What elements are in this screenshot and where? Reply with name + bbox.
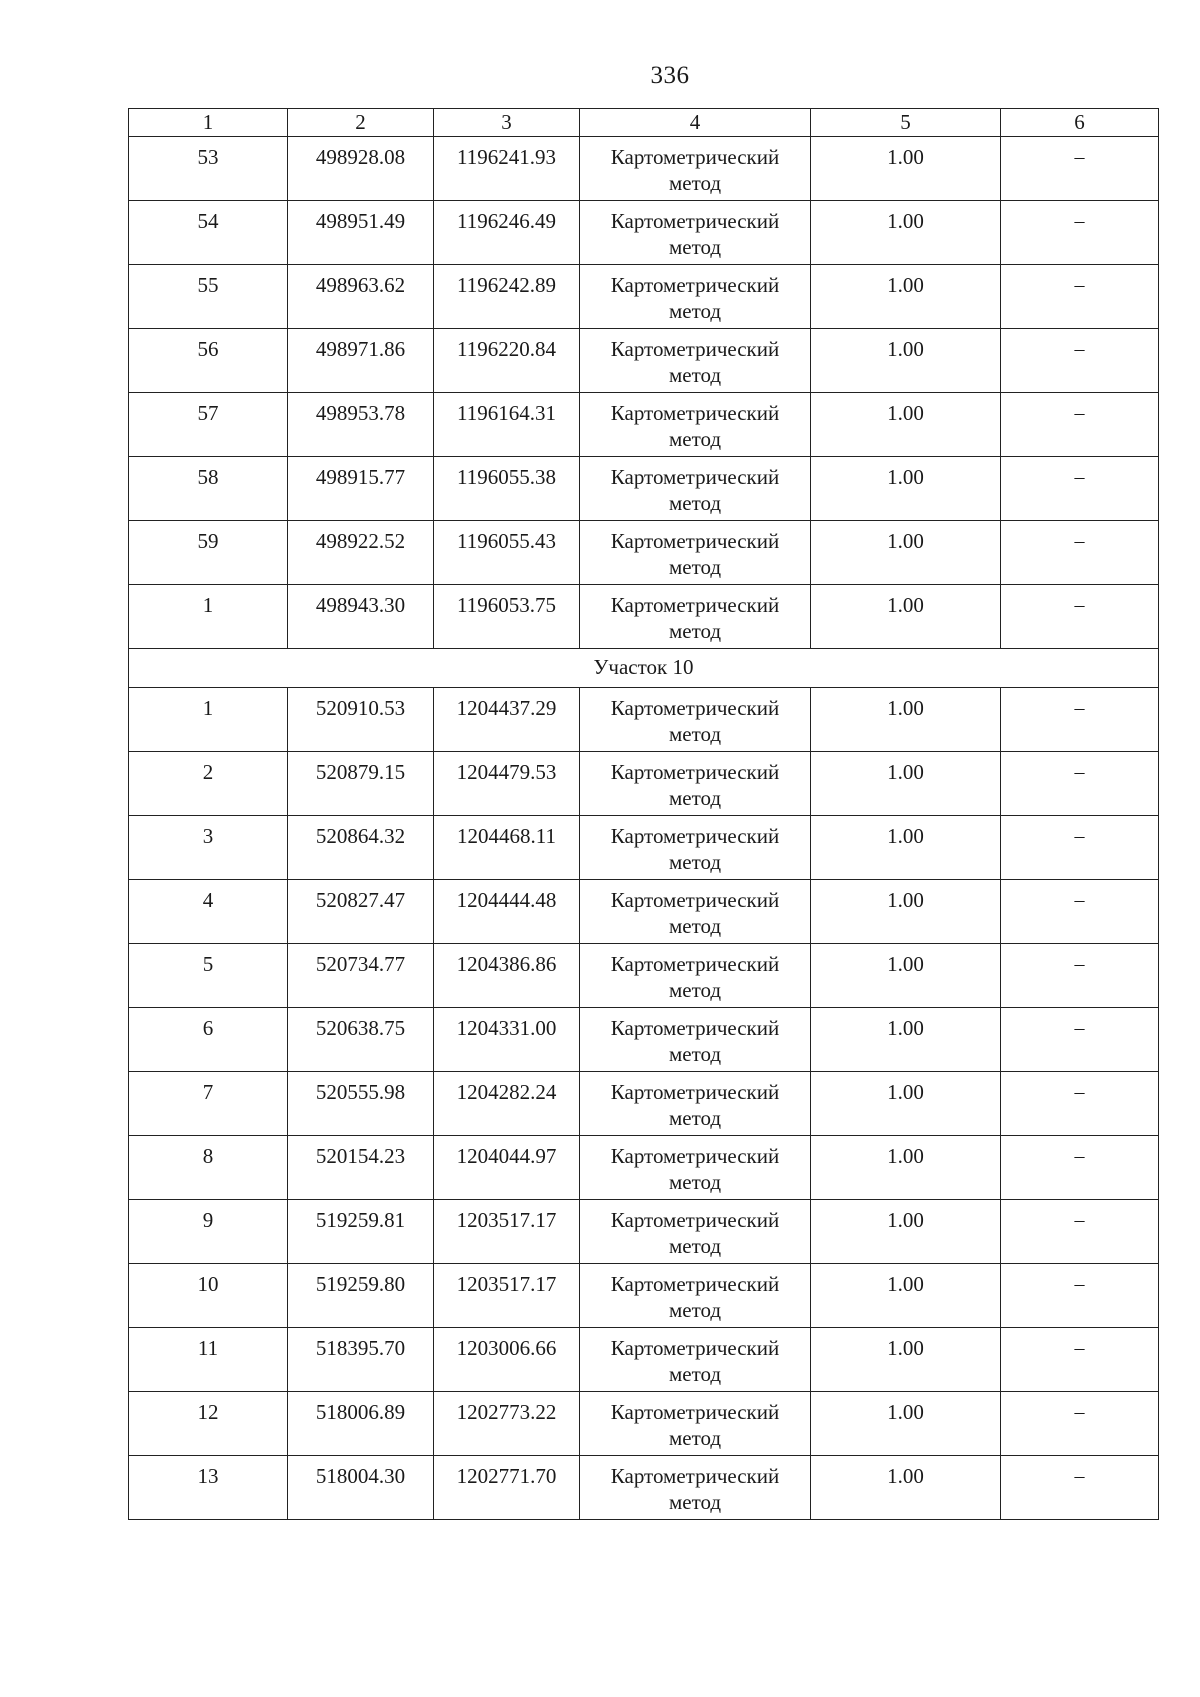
table-row	[129, 1008, 1159, 1072]
coordinate-y-cell: 1204444.48	[434, 880, 580, 944]
point-number-cell: 10	[129, 1264, 288, 1328]
method-cell	[580, 1136, 811, 1200]
method-line-2: метод	[668, 1298, 722, 1322]
coordinate-y-cell: 1204437.29	[434, 688, 580, 752]
method-line-1: Картометрический	[610, 1016, 780, 1040]
point-number-cell: 3	[129, 816, 288, 880]
method-line-1: Картометрический	[610, 209, 780, 233]
accuracy-cell: 1.00	[811, 137, 1001, 201]
method-cell	[580, 393, 811, 457]
coordinate-x-cell: 520910.53	[288, 688, 434, 752]
table-row	[129, 201, 1159, 265]
coordinate-x-cell: 498951.49	[288, 201, 434, 265]
point-number-cell: 9	[129, 1200, 288, 1264]
column-header-2: 2	[288, 109, 434, 137]
method-cell	[580, 688, 811, 752]
method-line-2: метод	[668, 1426, 722, 1450]
coordinate-x-cell: 520734.77	[288, 944, 434, 1008]
method-line-1: Картометрический	[610, 465, 780, 489]
method-cell	[580, 521, 811, 585]
coordinate-y-cell: 1204331.00	[434, 1008, 580, 1072]
method-line-1: Картометрический	[610, 401, 780, 425]
accuracy-cell: 1.00	[811, 457, 1001, 521]
coordinate-y-cell: 1204479.53	[434, 752, 580, 816]
point-number-cell: 1	[129, 688, 288, 752]
note-cell: –	[1001, 201, 1159, 265]
coordinate-y-cell: 1196241.93	[434, 137, 580, 201]
method-line-1: Картометрический	[610, 1144, 780, 1168]
method-cell	[580, 137, 811, 201]
page-number: 336	[650, 62, 690, 89]
point-number-cell: 55	[129, 265, 288, 329]
point-number-cell: 1	[129, 585, 288, 649]
accuracy-cell: 1.00	[811, 1264, 1001, 1328]
point-number-cell: 59	[129, 521, 288, 585]
note-cell: –	[1001, 752, 1159, 816]
coordinate-y-cell: 1196053.75	[434, 585, 580, 649]
method-cell	[580, 1200, 811, 1264]
point-number-cell: 5	[129, 944, 288, 1008]
note-cell: –	[1001, 1264, 1159, 1328]
coordinate-x-cell: 518395.70	[288, 1328, 434, 1392]
coordinate-x-cell: 498963.62	[288, 265, 434, 329]
note-cell: –	[1001, 393, 1159, 457]
method-cell	[580, 1264, 811, 1328]
method-line-2: метод	[668, 978, 722, 1002]
coordinate-y-cell: 1204468.11	[434, 816, 580, 880]
point-number-cell: 58	[129, 457, 288, 521]
note-cell: –	[1001, 137, 1159, 201]
method-cell	[580, 880, 811, 944]
method-line-2: метод	[668, 1042, 722, 1066]
table-row	[129, 1456, 1159, 1520]
table-header	[129, 109, 1159, 137]
table-row	[129, 137, 1159, 201]
coordinate-x-cell: 498943.30	[288, 585, 434, 649]
coordinate-y-cell: 1202773.22	[434, 1392, 580, 1456]
method-line-1: Картометрический	[610, 1272, 780, 1296]
coordinates-table-container	[128, 108, 1158, 1520]
method-line-1: Картометрический	[610, 1208, 780, 1232]
accuracy-cell: 1.00	[811, 880, 1001, 944]
table-row	[129, 265, 1159, 329]
table-row	[129, 585, 1159, 649]
coordinate-x-cell: 520864.32	[288, 816, 434, 880]
table-row	[129, 944, 1159, 1008]
section-row	[129, 649, 1159, 688]
table-row	[129, 1392, 1159, 1456]
coordinate-y-cell: 1196220.84	[434, 329, 580, 393]
method-line-1: Картометрический	[610, 696, 780, 720]
point-number-cell: 12	[129, 1392, 288, 1456]
note-cell: –	[1001, 1200, 1159, 1264]
accuracy-cell: 1.00	[811, 1456, 1001, 1520]
point-number-cell: 54	[129, 201, 288, 265]
column-header-3: 3	[434, 109, 580, 137]
accuracy-cell: 1.00	[811, 265, 1001, 329]
accuracy-cell: 1.00	[811, 1328, 1001, 1392]
note-cell: –	[1001, 585, 1159, 649]
method-line-2: метод	[668, 171, 722, 195]
coordinate-x-cell: 518006.89	[288, 1392, 434, 1456]
method-line-2: метод	[668, 786, 722, 810]
coordinate-y-cell: 1196164.31	[434, 393, 580, 457]
method-line-2: метод	[668, 1490, 722, 1514]
accuracy-cell: 1.00	[811, 944, 1001, 1008]
coordinate-x-cell: 519259.81	[288, 1200, 434, 1264]
method-cell	[580, 752, 811, 816]
header-row	[129, 109, 1159, 137]
section-title: Участок 10	[129, 649, 1159, 688]
coordinate-x-cell: 498971.86	[288, 329, 434, 393]
method-cell	[580, 201, 811, 265]
coordinate-y-cell: 1203006.66	[434, 1328, 580, 1392]
table-row	[129, 816, 1159, 880]
table-row	[129, 1328, 1159, 1392]
coordinate-x-cell: 520555.98	[288, 1072, 434, 1136]
point-number-cell: 13	[129, 1456, 288, 1520]
method-cell	[580, 1456, 811, 1520]
table-row	[129, 521, 1159, 585]
coordinate-y-cell: 1203517.17	[434, 1264, 580, 1328]
method-line-2: метод	[668, 299, 722, 323]
method-line-2: метод	[668, 1106, 722, 1130]
method-line-1: Картометрический	[610, 1080, 780, 1104]
method-line-1: Картометрический	[610, 1464, 780, 1488]
coordinate-y-cell: 1202771.70	[434, 1456, 580, 1520]
method-line-1: Картометрический	[610, 760, 780, 784]
column-header-6: 6	[1001, 109, 1159, 137]
method-cell	[580, 585, 811, 649]
method-line-2: метод	[668, 235, 722, 259]
method-line-2: метод	[668, 555, 722, 579]
method-line-2: метод	[668, 1234, 722, 1258]
accuracy-cell: 1.00	[811, 752, 1001, 816]
column-header-5: 5	[811, 109, 1001, 137]
note-cell: –	[1001, 457, 1159, 521]
method-cell	[580, 1008, 811, 1072]
column-header-4: 4	[580, 109, 811, 137]
coordinate-y-cell: 1196242.89	[434, 265, 580, 329]
method-line-1: Картометрический	[610, 824, 780, 848]
point-number-cell: 2	[129, 752, 288, 816]
method-line-2: метод	[668, 427, 722, 451]
coordinate-y-cell: 1196246.49	[434, 201, 580, 265]
table-row	[129, 688, 1159, 752]
table-body	[129, 137, 1159, 1520]
note-cell: –	[1001, 1456, 1159, 1520]
accuracy-cell: 1.00	[811, 329, 1001, 393]
coordinate-x-cell: 520879.15	[288, 752, 434, 816]
accuracy-cell: 1.00	[811, 201, 1001, 265]
coordinate-x-cell: 498928.08	[288, 137, 434, 201]
accuracy-cell: 1.00	[811, 1072, 1001, 1136]
method-cell	[580, 1392, 811, 1456]
table-row	[129, 329, 1159, 393]
method-line-2: метод	[668, 363, 722, 387]
note-cell: –	[1001, 1072, 1159, 1136]
accuracy-cell: 1.00	[811, 1392, 1001, 1456]
note-cell: –	[1001, 265, 1159, 329]
coordinate-y-cell: 1204386.86	[434, 944, 580, 1008]
accuracy-cell: 1.00	[811, 816, 1001, 880]
coordinate-x-cell: 520154.23	[288, 1136, 434, 1200]
note-cell: –	[1001, 816, 1159, 880]
method-line-1: Картометрический	[610, 888, 780, 912]
method-cell	[580, 1072, 811, 1136]
method-line-2: метод	[668, 850, 722, 874]
method-line-1: Картометрический	[610, 273, 780, 297]
method-cell	[580, 944, 811, 1008]
method-cell	[580, 265, 811, 329]
accuracy-cell: 1.00	[811, 521, 1001, 585]
method-line-1: Картометрический	[610, 952, 780, 976]
coordinate-x-cell: 498915.77	[288, 457, 434, 521]
point-number-cell: 8	[129, 1136, 288, 1200]
note-cell: –	[1001, 944, 1159, 1008]
method-line-1: Картометрический	[610, 1336, 780, 1360]
method-cell	[580, 457, 811, 521]
note-cell: –	[1001, 1328, 1159, 1392]
method-line-2: метод	[668, 1362, 722, 1386]
coordinate-x-cell: 520638.75	[288, 1008, 434, 1072]
method-line-1: Картометрический	[610, 529, 780, 553]
coordinates-table	[128, 108, 1159, 1520]
accuracy-cell: 1.00	[811, 1200, 1001, 1264]
accuracy-cell: 1.00	[811, 585, 1001, 649]
method-cell	[580, 1328, 811, 1392]
note-cell: –	[1001, 1392, 1159, 1456]
method-line-2: метод	[668, 914, 722, 938]
column-header-1: 1	[129, 109, 288, 137]
point-number-cell: 11	[129, 1328, 288, 1392]
coordinate-y-cell: 1204044.97	[434, 1136, 580, 1200]
method-line-2: метод	[668, 1170, 722, 1194]
table-row	[129, 1200, 1159, 1264]
note-cell: –	[1001, 1136, 1159, 1200]
method-line-2: метод	[668, 491, 722, 515]
note-cell: –	[1001, 521, 1159, 585]
point-number-cell: 6	[129, 1008, 288, 1072]
method-cell	[580, 816, 811, 880]
coordinate-y-cell: 1203517.17	[434, 1200, 580, 1264]
point-number-cell: 56	[129, 329, 288, 393]
method-line-2: метод	[668, 619, 722, 643]
method-line-2: метод	[668, 722, 722, 746]
accuracy-cell: 1.00	[811, 1008, 1001, 1072]
coordinate-x-cell: 498953.78	[288, 393, 434, 457]
point-number-cell: 53	[129, 137, 288, 201]
accuracy-cell: 1.00	[811, 393, 1001, 457]
table-row	[129, 752, 1159, 816]
accuracy-cell: 1.00	[811, 688, 1001, 752]
coordinate-x-cell: 519259.80	[288, 1264, 434, 1328]
table-row	[129, 1136, 1159, 1200]
table-row	[129, 1264, 1159, 1328]
table-row	[129, 457, 1159, 521]
method-line-1: Картометрический	[610, 593, 780, 617]
table-row	[129, 1072, 1159, 1136]
method-line-1: Картометрический	[610, 337, 780, 361]
table-row	[129, 393, 1159, 457]
method-cell	[580, 329, 811, 393]
coordinate-y-cell: 1196055.43	[434, 521, 580, 585]
point-number-cell: 7	[129, 1072, 288, 1136]
note-cell: –	[1001, 688, 1159, 752]
coordinate-x-cell: 520827.47	[288, 880, 434, 944]
coordinate-x-cell: 498922.52	[288, 521, 434, 585]
note-cell: –	[1001, 880, 1159, 944]
coordinate-y-cell: 1204282.24	[434, 1072, 580, 1136]
note-cell: –	[1001, 1008, 1159, 1072]
table-row	[129, 880, 1159, 944]
coordinate-y-cell: 1196055.38	[434, 457, 580, 521]
coordinate-x-cell: 518004.30	[288, 1456, 434, 1520]
point-number-cell: 4	[129, 880, 288, 944]
accuracy-cell: 1.00	[811, 1136, 1001, 1200]
method-line-1: Картометрический	[610, 145, 780, 169]
point-number-cell: 57	[129, 393, 288, 457]
method-line-1: Картометрический	[610, 1400, 780, 1424]
note-cell: –	[1001, 329, 1159, 393]
